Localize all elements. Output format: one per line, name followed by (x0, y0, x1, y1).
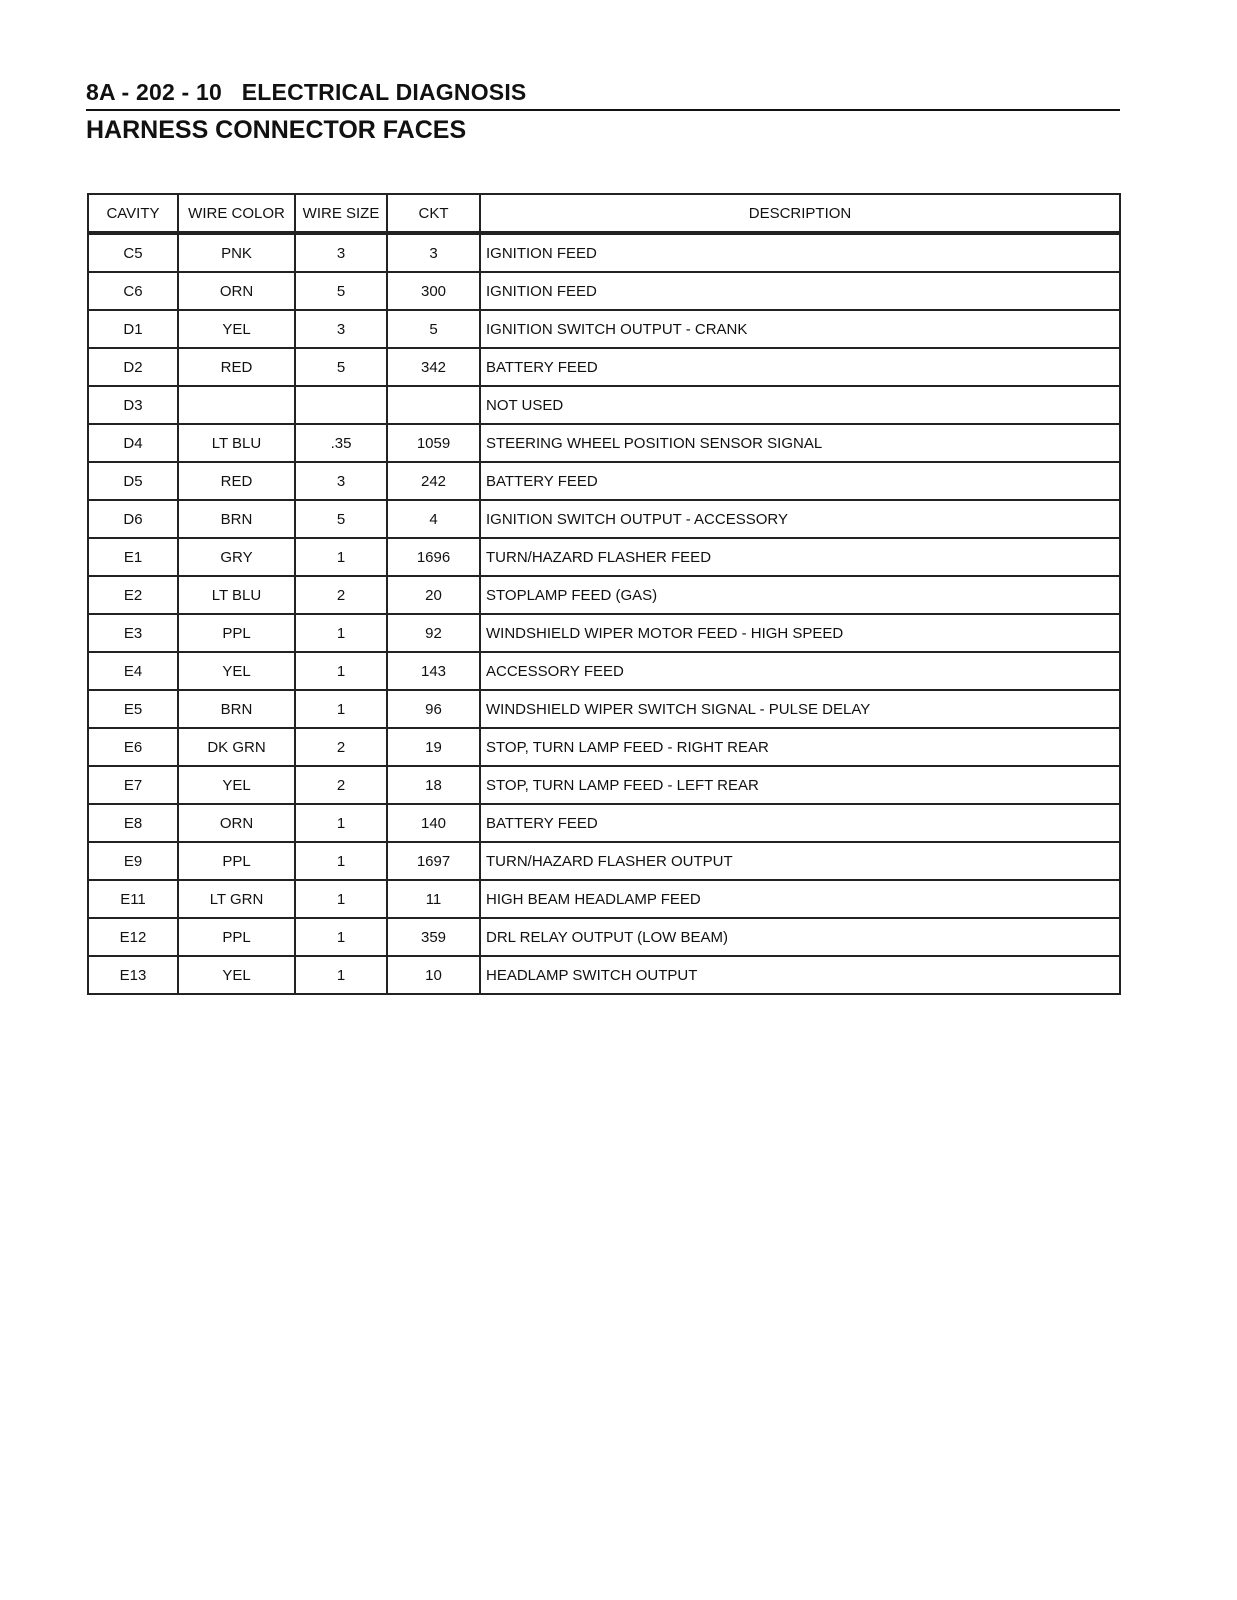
cell-description: STOP, TURN LAMP FEED - RIGHT REAR (480, 728, 1120, 766)
cell-ckt: 11 (387, 880, 480, 918)
cell-ckt: 143 (387, 652, 480, 690)
cell-cavity: E2 (88, 576, 178, 614)
column-header-wire-size: WIRE SIZE (295, 194, 387, 233)
cell-wire-color: PPL (178, 842, 295, 880)
table-row (88, 918, 1120, 956)
cell-wire-size: 3 (295, 462, 387, 500)
cell-ckt: 342 (387, 348, 480, 386)
column-header-wire-color: WIRE COLOR (178, 194, 295, 233)
cell-description: BATTERY FEED (480, 462, 1120, 500)
cell-cavity: E5 (88, 690, 178, 728)
table-row (88, 652, 1120, 690)
page-number: 8A - 202 - 10 (86, 79, 222, 105)
cell-ckt: 5 (387, 310, 480, 348)
cell-description: STEERING WHEEL POSITION SENSOR SIGNAL (480, 424, 1120, 462)
table-row (88, 386, 1120, 424)
cell-cavity: E1 (88, 538, 178, 576)
cell-ckt: 18 (387, 766, 480, 804)
cell-wire-size: 5 (295, 272, 387, 310)
column-header-cavity: CAVITY (88, 194, 178, 233)
table-row (88, 310, 1120, 348)
table-row (88, 690, 1120, 728)
cell-wire-color: DK GRN (178, 728, 295, 766)
cell-cavity: E13 (88, 956, 178, 994)
cell-description: HEADLAMP SWITCH OUTPUT (480, 956, 1120, 994)
cell-description: NOT USED (480, 386, 1120, 424)
page-reference (86, 78, 1120, 106)
table-row (88, 804, 1120, 842)
cell-cavity: E8 (88, 804, 178, 842)
cell-cavity: E9 (88, 842, 178, 880)
cell-cavity: D3 (88, 386, 178, 424)
cell-wire-color (178, 386, 295, 424)
cell-cavity: E7 (88, 766, 178, 804)
cell-wire-size: 5 (295, 348, 387, 386)
table-row (88, 956, 1120, 994)
cell-ckt: 359 (387, 918, 480, 956)
cell-wire-size: 2 (295, 576, 387, 614)
table-row (88, 272, 1120, 310)
cell-wire-color: YEL (178, 652, 295, 690)
header-rule (86, 109, 1120, 111)
cell-wire-color: PPL (178, 614, 295, 652)
cell-wire-color: RED (178, 348, 295, 386)
cell-cavity: D1 (88, 310, 178, 348)
cell-description: STOPLAMP FEED (GAS) (480, 576, 1120, 614)
cell-ckt: 20 (387, 576, 480, 614)
cell-description: IGNITION FEED (480, 233, 1120, 272)
column-header-ckt: CKT (387, 194, 480, 233)
cell-wire-size: 1 (295, 804, 387, 842)
cell-cavity: E3 (88, 614, 178, 652)
cell-wire-size: 3 (295, 310, 387, 348)
cell-wire-size: 1 (295, 538, 387, 576)
cell-wire-color: BRN (178, 500, 295, 538)
cell-wire-color: LT BLU (178, 576, 295, 614)
cell-ckt: 242 (387, 462, 480, 500)
cell-wire-size: 2 (295, 728, 387, 766)
cell-wire-color: YEL (178, 310, 295, 348)
page-title: HARNESS CONNECTOR FACES (86, 116, 467, 144)
cell-ckt: 92 (387, 614, 480, 652)
column-header-description: DESCRIPTION (480, 194, 1120, 233)
cell-wire-color: ORN (178, 272, 295, 310)
table-row (88, 576, 1120, 614)
cell-cavity: D2 (88, 348, 178, 386)
cell-wire-size: 1 (295, 842, 387, 880)
cell-wire-color: PNK (178, 233, 295, 272)
cell-cavity: D4 (88, 424, 178, 462)
cell-description: IGNITION SWITCH OUTPUT - ACCESSORY (480, 500, 1120, 538)
table-row (88, 614, 1120, 652)
cell-description: BATTERY FEED (480, 348, 1120, 386)
cell-wire-size: 1 (295, 614, 387, 652)
cell-ckt: 1696 (387, 538, 480, 576)
table-row (88, 880, 1120, 918)
cell-wire-size: 1 (295, 880, 387, 918)
cell-wire-color: GRY (178, 538, 295, 576)
cell-description: TURN/HAZARD FLASHER OUTPUT (480, 842, 1120, 880)
cell-wire-size: 5 (295, 500, 387, 538)
cell-wire-size: .35 (295, 424, 387, 462)
table-row (88, 766, 1120, 804)
cell-description: IGNITION SWITCH OUTPUT - CRANK (480, 310, 1120, 348)
table-row (88, 462, 1120, 500)
table-row (88, 500, 1120, 538)
cell-description: HIGH BEAM HEADLAMP FEED (480, 880, 1120, 918)
cell-ckt: 19 (387, 728, 480, 766)
cell-wire-color: YEL (178, 766, 295, 804)
cell-description: ACCESSORY FEED (480, 652, 1120, 690)
cell-wire-size: 2 (295, 766, 387, 804)
cell-cavity: E11 (88, 880, 178, 918)
cell-wire-size: 1 (295, 652, 387, 690)
cell-description: IGNITION FEED (480, 272, 1120, 310)
cell-wire-size: 1 (295, 956, 387, 994)
table-row (88, 233, 1120, 272)
cell-ckt (387, 386, 480, 424)
cell-ckt: 1697 (387, 842, 480, 880)
table-row (88, 728, 1120, 766)
cell-description: TURN/HAZARD FLASHER FEED (480, 538, 1120, 576)
cell-ckt: 3 (387, 233, 480, 272)
cell-wire-color: BRN (178, 690, 295, 728)
cell-description: BATTERY FEED (480, 804, 1120, 842)
cell-wire-color: YEL (178, 956, 295, 994)
table-row (88, 538, 1120, 576)
cell-cavity: C5 (88, 233, 178, 272)
cell-wire-color: ORN (178, 804, 295, 842)
cell-description: WINDSHIELD WIPER SWITCH SIGNAL - PULSE DELAY (480, 690, 1120, 728)
cell-wire-size: 1 (295, 690, 387, 728)
cell-wire-color: LT BLU (178, 424, 295, 462)
connector-table (87, 193, 1121, 995)
cell-cavity: E12 (88, 918, 178, 956)
cell-cavity: C6 (88, 272, 178, 310)
table-row (88, 424, 1120, 462)
cell-wire-size: 3 (295, 233, 387, 272)
cell-wire-color: PPL (178, 918, 295, 956)
table-row (88, 348, 1120, 386)
cell-cavity: D6 (88, 500, 178, 538)
cell-cavity: D5 (88, 462, 178, 500)
cell-description: STOP, TURN LAMP FEED - LEFT REAR (480, 766, 1120, 804)
cell-ckt: 96 (387, 690, 480, 728)
cell-cavity: E4 (88, 652, 178, 690)
table-header-row (88, 194, 1120, 233)
cell-description: WINDSHIELD WIPER MOTOR FEED - HIGH SPEED (480, 614, 1120, 652)
table-row (88, 842, 1120, 880)
cell-wire-size: 1 (295, 918, 387, 956)
cell-ckt: 10 (387, 956, 480, 994)
cell-description: DRL RELAY OUTPUT (LOW BEAM) (480, 918, 1120, 956)
cell-ckt: 4 (387, 500, 480, 538)
page-header (86, 78, 1120, 144)
cell-wire-color: RED (178, 462, 295, 500)
cell-wire-color: LT GRN (178, 880, 295, 918)
cell-ckt: 140 (387, 804, 480, 842)
cell-cavity: E6 (88, 728, 178, 766)
cell-ckt: 300 (387, 272, 480, 310)
cell-ckt: 1059 (387, 424, 480, 462)
section-name: ELECTRICAL DIAGNOSIS (241, 79, 527, 105)
cell-wire-size (295, 386, 387, 424)
